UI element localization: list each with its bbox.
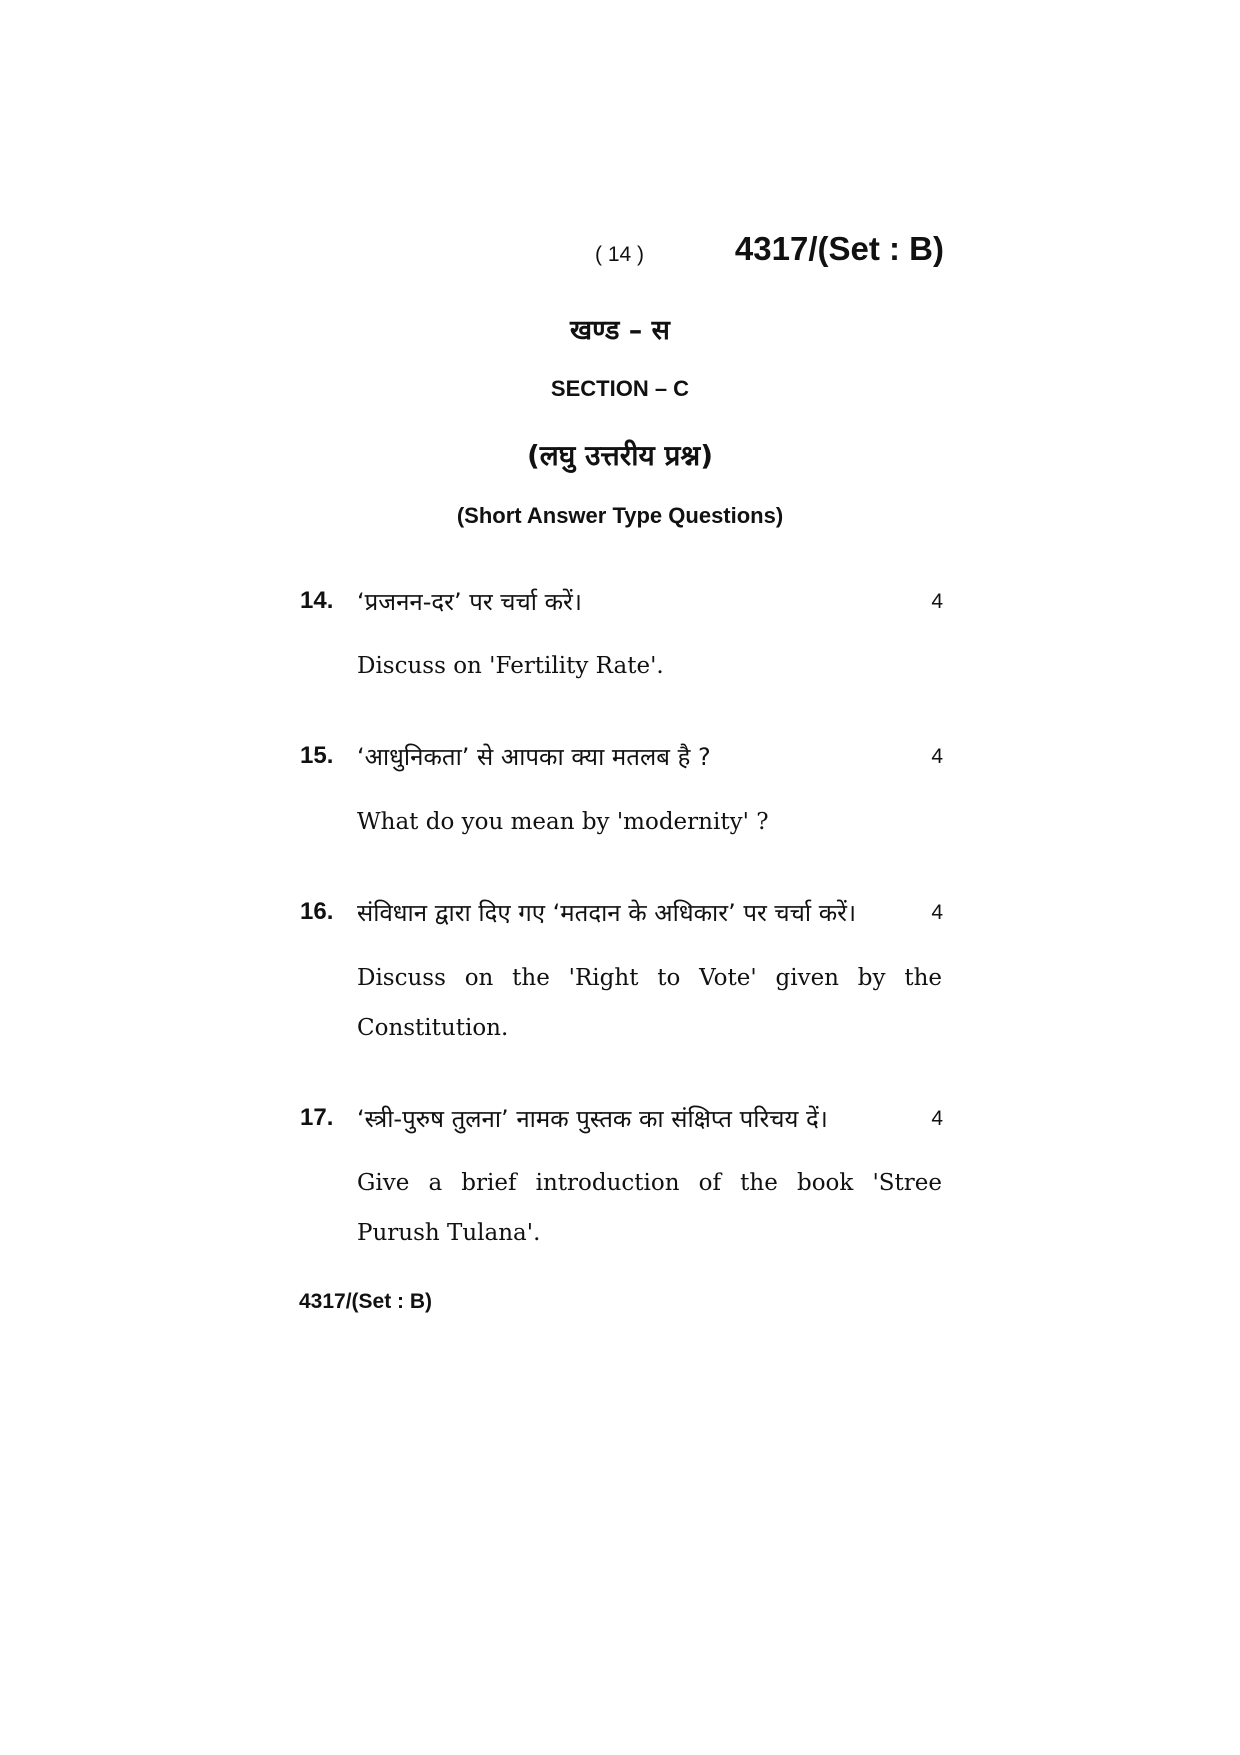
- question-text-hindi: ‘प्रजनन-दर’ पर चर्चा करें।: [357, 588, 582, 616]
- section-subtitle-hindi: (लघु उत्तरीय प्रश्न): [527, 439, 713, 472]
- section-subtitle-english: (Short Answer Type Questions): [456, 503, 784, 528]
- question-marks: 4: [931, 590, 943, 613]
- question-number: 15.: [300, 742, 334, 769]
- question-number: 14.: [300, 587, 334, 614]
- section-title-hindi: खण्ड – स: [570, 315, 670, 346]
- paper-code-header: 4317/(Set : B): [734, 230, 944, 267]
- question-text-english: Discuss on 'Fertility Rate'.: [357, 653, 664, 679]
- question-marks: 4: [931, 1107, 943, 1130]
- question-marks: 4: [931, 901, 943, 924]
- question-number: 17.: [300, 1104, 334, 1131]
- question-text-hindi: ‘आधुनिकता’ से आपका क्या मतलब है ?: [357, 743, 711, 771]
- question-text-english: Discuss on the 'Right to Vote' given by the Constitution.: [357, 965, 942, 1041]
- page-number: ( 14 ): [595, 243, 645, 266]
- question-text-english: Give a brief introduction of the book 'Stree Purush Tulana'.: [357, 1170, 942, 1246]
- paper-code-footer: 4317/(Set : B): [299, 1290, 433, 1313]
- question-text-english: What do you mean by 'modernity' ?: [357, 809, 769, 835]
- question-number: 16.: [300, 898, 334, 925]
- section-title-english: SECTION – C: [550, 376, 690, 401]
- question-text-hindi: ‘स्त्री-पुरुष तुलना’ नामक पुस्तक का संक्षिप्त परिचय दें।: [357, 1105, 828, 1133]
- question-text-hindi: संविधान द्वारा दिए गए ‘मतदान के अधिकार’ पर चर्चा करें।: [357, 899, 857, 927]
- question-marks: 4: [931, 745, 943, 768]
